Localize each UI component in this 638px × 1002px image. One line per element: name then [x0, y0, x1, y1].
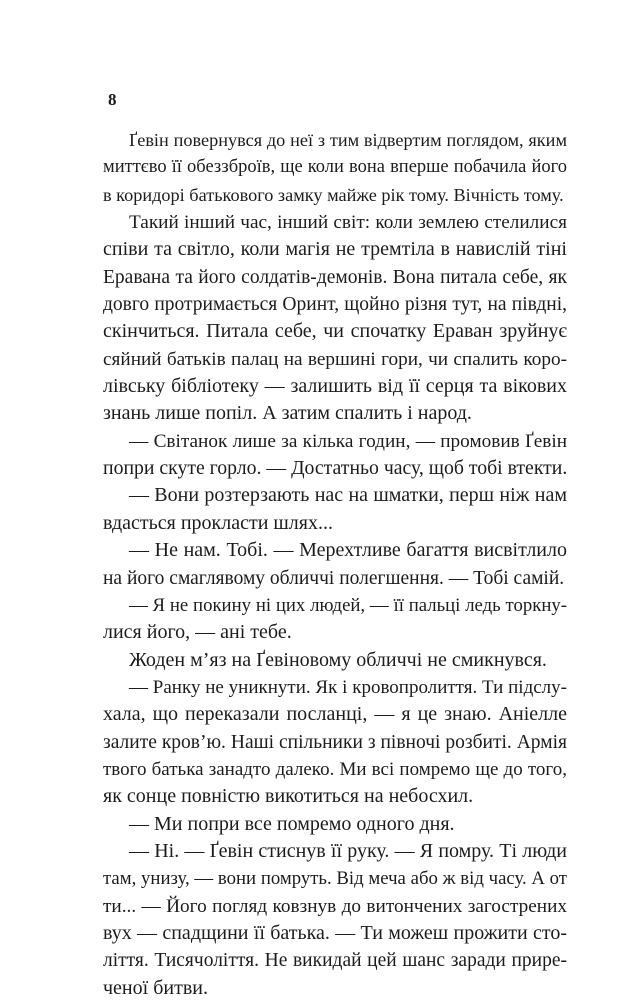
text-line: залите кров’ю. Наші спільники з півночі розбиті. Армія [103, 731, 567, 753]
text-line: в коридорі батькового замку майже рік тому. Вічність тому. [103, 184, 564, 205]
text-line: ченої битви. [103, 976, 208, 999]
text-line: твого батька занадто далеко. Ми всі помремо ще до того, [103, 758, 567, 780]
text-line: — Вони розтерзають нас на шматки, перш ніж нам [129, 484, 567, 507]
text-line: — Я не покину ні цих людей, — її пальці ледь торкну- [129, 594, 567, 616]
text-line: сяйний батьків палац на вершині гори, чи спалить коро- [103, 348, 567, 370]
text-line: ти... — Його погляд ковзнув до витончених загострених [103, 895, 567, 917]
text-line: — Не нам. Тобі. — Мерехтливе багаття висвітлило [129, 539, 567, 562]
text-line: знань лише попіл. А затим спалить і народ. [103, 402, 472, 425]
text-line: — Ранку не уникнути. Як і кровопролиття. Ти підслу- [129, 676, 567, 698]
text-line: хала, що переказали посланці, — я це знаю. Аніелле [103, 703, 567, 726]
text-line: скінчиться. Питала себе, чи спочатку Ераван зруйнує [103, 320, 567, 343]
text-line: на його смаглявому обличчі полегшення. — Тобі самій. [103, 567, 565, 589]
text-line: вдасться прокласти шлях... [103, 511, 333, 534]
text-line: — Ні. — Ґевін стиснув її руку. — Я помру. Ті люди [129, 839, 567, 862]
text-line: вух — спадщини її батька. — Ти можеш прожити сто- [103, 921, 567, 944]
text-line: Ґевін повернувся до неї з тим відвертим поглядом, яким [129, 130, 567, 150]
text-line: — Ми попри все помремо одного дня. [129, 812, 455, 835]
text-line: співи та світло, коли магія не тремтіла в навислій тіні [103, 238, 567, 261]
text-line: ліття. Тисячоліття. Не викидай цей шанс заради прире- [103, 950, 567, 972]
page-number: 8 [108, 90, 117, 109]
text-line: — Світанок лише за кілька годин, — промовив Ґевін [129, 430, 567, 452]
text-line: Такий інший час, інший світ: коли землею стелилися [129, 212, 567, 234]
text-line: попри скуте горло. — Достатньо часу, щоб тобі втекти. [103, 457, 568, 480]
text-line: Еравана та його солдатів-демонів. Вона питала себе, як [103, 266, 567, 288]
text-line: миттєво її обеззброїв, ще коли вона вперше побачила його [103, 157, 567, 178]
text-line: довго протримається Оринт, щойно різня тут, на півдні, [103, 294, 567, 316]
body-text [103, 127, 567, 1002]
text-line: як сонце повністю викотиться на небосхил. [103, 785, 474, 808]
text-line: лися його, — ані тебе. [103, 621, 292, 644]
text-line: лівську бібліотеку — залишить від її серця та вікових [103, 375, 567, 398]
text-line: там, унизу, — вони помруть. Від меча або ж від часу. А от [103, 868, 567, 890]
text-line: Жоден м’яз на Ґевіновому обличчі не смикнувся. [129, 648, 547, 671]
